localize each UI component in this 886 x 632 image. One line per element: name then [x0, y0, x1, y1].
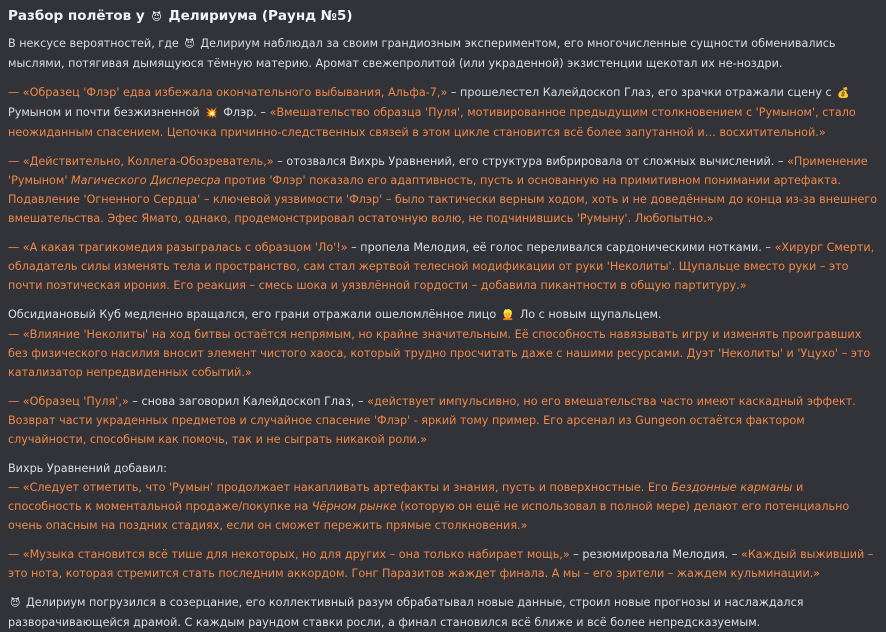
paragraph-vortex-1	[8, 152, 878, 228]
quote: и способность к моментальной продаже/покупке на	[8, 481, 804, 513]
quote-emphasis: Чёрном рынке	[311, 500, 397, 513]
text: Делириум наблюдал за своим грандиозным экспериментом, его многочисленные сущности обменивались мыслями, потягивая дымящуюся тёмную материю. Аромат свежепролитой (или украденной) экзистенции щекотал их не-ноздри.	[8, 37, 836, 70]
quote: «Хирург Смерти, обладатель силы изменять тела и пространство, сам стал жертвой телесной модификации от руки 'Неколиты'. Щупальце вместо руки – это почти поэтическая ирония. Его реакция – смесь шока и уязвлённой гордости – добавила пикантности в общую партитуру.»	[8, 241, 875, 292]
quote: «действует импульсивно, но его вмешательства часто имеют каскадный эффект. Возврат части украденных предметов и случайное спасение 'Флэр' - яркий тому пример. Его арсенал из Gungeon остаётся фактором случайности, способным как помочь, так и не сыграть никакой роли.»	[8, 395, 856, 446]
narration: Флэр. –	[223, 106, 267, 119]
message-title	[8, 4, 878, 30]
quote-emphasis: Магического Диспересра	[70, 174, 221, 187]
narration: – отозвался Вихрь Уравнений, его структура вибрировала от сложных вычислений. –	[277, 155, 784, 168]
explosion-icon: 💥	[205, 108, 218, 119]
person-icon: 👱	[501, 310, 515, 321]
narration: – пропела Мелодия, её голос переливался сардоническими нотками. –	[351, 241, 772, 254]
quote: «Применение 'Румыном'	[8, 155, 868, 187]
narration: – резюмировала Мелодия. –	[573, 548, 738, 561]
narration: Обсидиановый Куб медленно вращался, его грани отражали ошеломлённое лицо	[8, 308, 497, 321]
paragraph-melody-1	[8, 238, 878, 295]
narration: Делириум погрузился в созерцание, его коллективный разум обрабатывал новые данные, строил новые прогнозы и наслаждался разворачивающейся драмой. С каждым раундом ставки росли, а финал становился всё ближе и всё более непредсказуемым.	[8, 596, 804, 629]
quote-emphasis: Бездонные карманы	[671, 481, 793, 494]
quote: (которую он ещё не использовал в полной мере) делают его потенциально очень опасным на поздних стадиях, если он сможет пережить прямые столкновения.»	[8, 500, 850, 532]
quote: «Вмешательство образца 'Пуля', мотивированное предыдущим столкновением с 'Румыном', стало неожиданным спасением. Цепочка причинно-следственных связей в этом цикле становится всё более запутанной и… восхитительной.»	[8, 106, 856, 139]
devil-icon: 😈	[10, 598, 21, 609]
quote: — «Образец 'Пуля',»	[8, 395, 129, 408]
paragraph-kaleidoscope-1	[8, 83, 878, 142]
quote: — «Образец 'Флэр' едва избежала окончательного выбывания, Альфа-7,»	[8, 86, 448, 99]
narration: – прошелестел Калейдоскоп Глаз, его зрачки отражали сцену с	[450, 86, 832, 99]
money-bag-icon: 💰	[837, 88, 850, 99]
title-suffix: Делириума (Раунд №5)	[168, 8, 353, 24]
quote: против 'Флэр' показало его адаптивность, пусть и основанную на примитивном понимании артефакта. Подавление 'Огненного Сердца' – ключевой уязвимости 'Флэр' – было тактически верным ходом, хоть и не доведённым до конца из-за внешнего вмешательства. Эфес Ямато, однако, продемонстрировал остаточную волю, не подчинившись 'Румыну'. Любопытно.»	[8, 174, 878, 225]
paragraph-vortex-2	[8, 459, 878, 535]
quote: — «Музыка становится всё тише для некоторых, но для других – она только набирает мощь,»	[8, 548, 570, 561]
narration: Румыном и почти безжизненной	[8, 106, 200, 119]
devil-icon: 😈	[151, 12, 162, 23]
quote: — «А какая трагикомедия разыгралась с образцом 'Ло'!»	[8, 241, 348, 254]
quote: — «Следует отметить, что 'Румын' продолжает накапливать артефакты и знания, пусть и поверхностные. Его	[8, 481, 668, 494]
quote: «Каждый выживший – это нота, которая стремится стать последним аккордом. Гонг Паразитов жаждет финала. А мы – его зрители – жаждем кульминации.»	[8, 548, 874, 580]
paragraph-kaleidoscope-2	[8, 392, 878, 449]
paragraph-melody-2	[8, 545, 878, 583]
quote: — «Влияние 'Неколиты' на ход битвы остаётся непрямым, но крайне значительным. Её способность навязывать игру и изменять проигравших без физического насилия вносит элемент чистого хаоса, который трудно просчитать даже с нашими ресурсами. Дуэт 'Неколиты' и 'Уцухо' – это катализатор непредвиденных событий.»	[8, 328, 871, 379]
narration: Вихрь Уравнений добавил:	[8, 462, 167, 475]
narration: Ло с новым щупальцем.	[519, 308, 662, 321]
paragraph-cube	[8, 305, 878, 382]
paragraph-outro	[8, 593, 878, 632]
paragraph-intro	[8, 34, 878, 73]
quote: — «Действительно, Коллега-Обозреватель,»	[8, 155, 274, 168]
title-prefix: Разбор полётов у	[8, 8, 145, 24]
devil-icon: 😈	[184, 39, 195, 50]
text: В нексусе вероятностей, где	[8, 37, 179, 50]
narration: – снова заговорил Калейдоскоп Глаз, –	[132, 395, 364, 408]
